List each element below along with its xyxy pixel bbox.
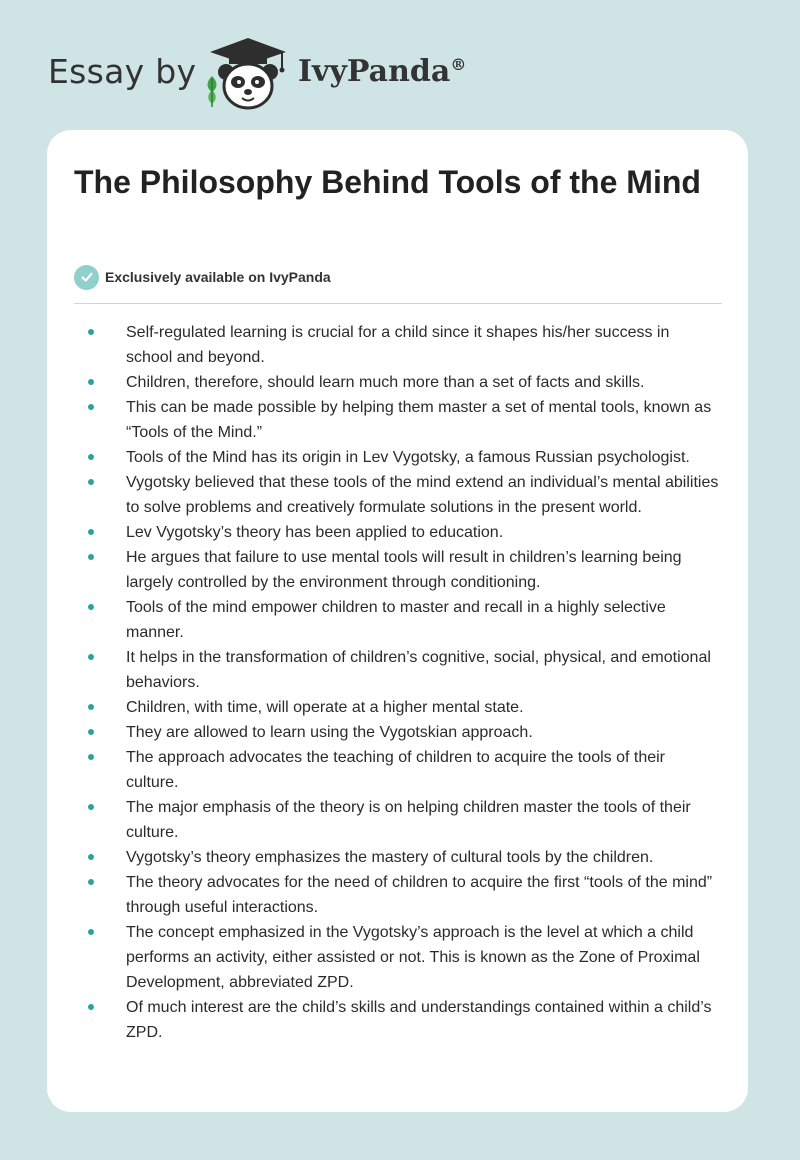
list-item-text: He argues that failure to use mental tools will result in children’s learning being largely controlled by the environment through conditioning. — [126, 549, 682, 591]
exclusive-badge-text: Exclusively available on IvyPanda — [105, 269, 331, 285]
list-item — [47, 595, 748, 645]
list-item-text: Vygotsky believed that these tools of the mind extend an individual’s mental abilities to solve problems and creatively formulate solutions in the present world. — [126, 474, 719, 516]
check-circle-icon — [74, 265, 99, 290]
brand-name-text: IvyPanda — [298, 54, 451, 89]
list-item — [47, 520, 748, 545]
site-header — [48, 34, 488, 114]
list-item — [47, 920, 748, 995]
exclusive-badge — [74, 264, 331, 290]
bullet-dot-icon — [88, 554, 94, 560]
bullet-dot-icon — [88, 404, 94, 410]
list-item-text: Lev Vygotsky’s theory has been applied to education. — [126, 524, 504, 541]
list-item-text: It helps in the transformation of children’s cognitive, social, physical, and emotional behaviors. — [126, 649, 711, 691]
list-item-text: Children, therefore, should learn much more than a set of facts and skills. — [126, 374, 645, 391]
bullet-dot-icon — [88, 654, 94, 660]
brand-name[interactable] — [298, 54, 466, 89]
bullet-dot-icon — [88, 754, 94, 760]
list-item-text: Children, with time, will operate at a higher mental state. — [126, 699, 524, 716]
bullet-dot-icon — [88, 804, 94, 810]
list-item — [47, 745, 748, 795]
bullet-dot-icon — [88, 379, 94, 385]
list-item — [47, 995, 748, 1045]
list-item-text: They are allowed to learn using the Vygotskian approach. — [126, 724, 533, 741]
list-item-text: The major emphasis of the theory is on helping children master the tools of their culture. — [126, 799, 691, 841]
list-item — [47, 545, 748, 595]
list-item — [47, 720, 748, 745]
list-item-text: The approach advocates the teaching of children to acquire the tools of their culture. — [126, 749, 666, 791]
bullet-dot-icon — [88, 329, 94, 335]
page-title: The Philosophy Behind Tools of the Mind — [74, 164, 701, 200]
list-item — [47, 795, 748, 845]
list-item — [47, 470, 748, 520]
essay-by-label: Essay by — [48, 52, 197, 91]
bullet-dot-icon — [88, 479, 94, 485]
list-item — [47, 370, 748, 395]
bullet-dot-icon — [88, 929, 94, 935]
bullet-dot-icon — [88, 529, 94, 535]
list-item — [47, 695, 748, 720]
list-item — [47, 845, 748, 870]
document-card — [47, 130, 748, 1112]
list-item-text: The concept emphasized in the Vygotsky’s approach is the level at which a child performs an activity, either assisted or not. This is known as the Zone of Proximal Development, abbreviated ZPD. — [126, 924, 700, 991]
bullet-dot-icon — [88, 1004, 94, 1010]
list-item — [47, 395, 748, 445]
list-item — [47, 445, 748, 470]
list-item — [47, 320, 748, 370]
bullet-dot-icon — [88, 604, 94, 610]
registered-mark: ® — [450, 55, 467, 74]
title-divider — [74, 303, 722, 304]
list-item — [47, 645, 748, 695]
ivypanda-logo[interactable] — [202, 34, 294, 114]
list-item-text: Vygotsky’s theory emphasizes the mastery of cultural tools by the children. — [126, 849, 654, 866]
bullet-dot-icon — [88, 704, 94, 710]
bullet-dot-icon — [88, 879, 94, 885]
list-item-text: Tools of the mind empower children to master and recall in a highly selective manner. — [126, 599, 666, 641]
list-item-text: Tools of the Mind has its origin in Lev Vygotsky, a famous Russian psychologist. — [126, 449, 690, 466]
bullet-dot-icon — [88, 729, 94, 735]
bullet-dot-icon — [88, 854, 94, 860]
key-points-list — [47, 320, 748, 1045]
list-item-text: This can be made possible by helping them master a set of mental tools, known as “Tools of the Mind.” — [126, 399, 712, 441]
ivy-leaf-icon — [202, 74, 222, 108]
bullet-dot-icon — [88, 454, 94, 460]
list-item — [47, 870, 748, 920]
list-item-text: Self-regulated learning is crucial for a child since it shapes his/her success in school and beyond. — [126, 324, 670, 366]
list-item-text: Of much interest are the child’s skills and understandings contained within a child’s ZPD. — [126, 999, 712, 1041]
list-item-text: The theory advocates for the need of children to acquire the first “tools of the mind” through useful interactions. — [126, 874, 713, 916]
